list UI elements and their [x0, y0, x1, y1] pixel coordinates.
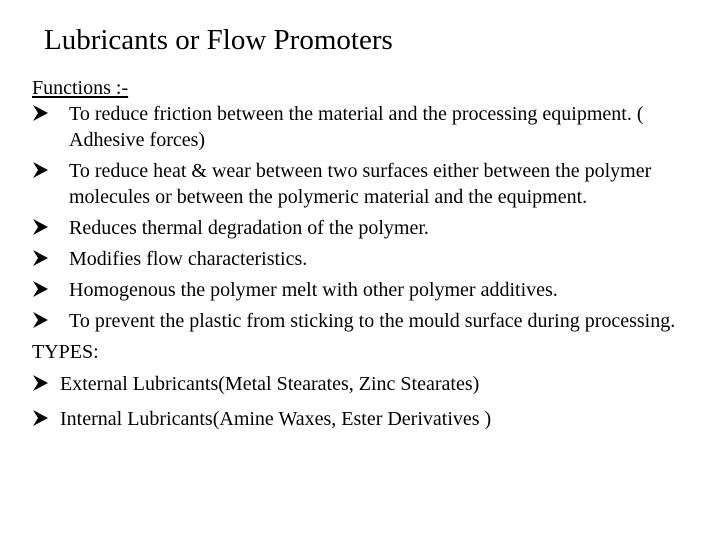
list-item-text: Modifies flow characteristics. — [69, 248, 308, 270]
list-item-text: Homogenous the polymer melt with other polymer additives. — [69, 279, 558, 301]
list-item — [32, 371, 702, 397]
list-item — [32, 406, 702, 432]
list-item — [32, 215, 702, 241]
arrow-bullet-icon — [32, 311, 49, 329]
list-item-text: Internal Lubricants(Amine Waxes, Ester Derivatives ) — [60, 408, 492, 430]
list-item — [32, 277, 702, 303]
arrow-bullet-icon — [32, 161, 49, 179]
arrow-bullet-icon — [32, 280, 49, 298]
types-list — [32, 371, 702, 432]
types-heading: TYPES: — [32, 341, 99, 363]
functions-heading: Functions :- — [32, 77, 129, 99]
arrow-bullet-icon — [32, 249, 49, 267]
list-item-text: External Lubricants(Metal Stearates, Zinc Stearates) — [60, 373, 480, 395]
list-item-text: To reduce heat & wear between two surfaces either between the polymer molecules or between the polymeric material and the equipment. — [69, 160, 652, 208]
arrow-bullet-icon — [32, 218, 49, 236]
slide-title: Lubricants or Flow Promoters — [44, 24, 393, 56]
arrow-bullet-icon — [32, 104, 49, 122]
arrow-bullet-icon — [32, 409, 49, 427]
arrow-bullet-icon — [32, 374, 49, 392]
slide-body — [32, 75, 702, 441]
list-item-text: To reduce friction between the material and the processing equipment. ( Adhesive forces) — [69, 103, 644, 151]
list-item — [32, 246, 702, 272]
list-item — [32, 158, 702, 210]
list-item — [32, 308, 702, 334]
functions-list — [32, 101, 702, 334]
list-item-text: Reduces thermal degradation of the polymer. — [69, 217, 429, 239]
list-item-text: To prevent the plastic from sticking to the mould surface during processing. — [69, 310, 676, 332]
list-item — [32, 101, 702, 153]
